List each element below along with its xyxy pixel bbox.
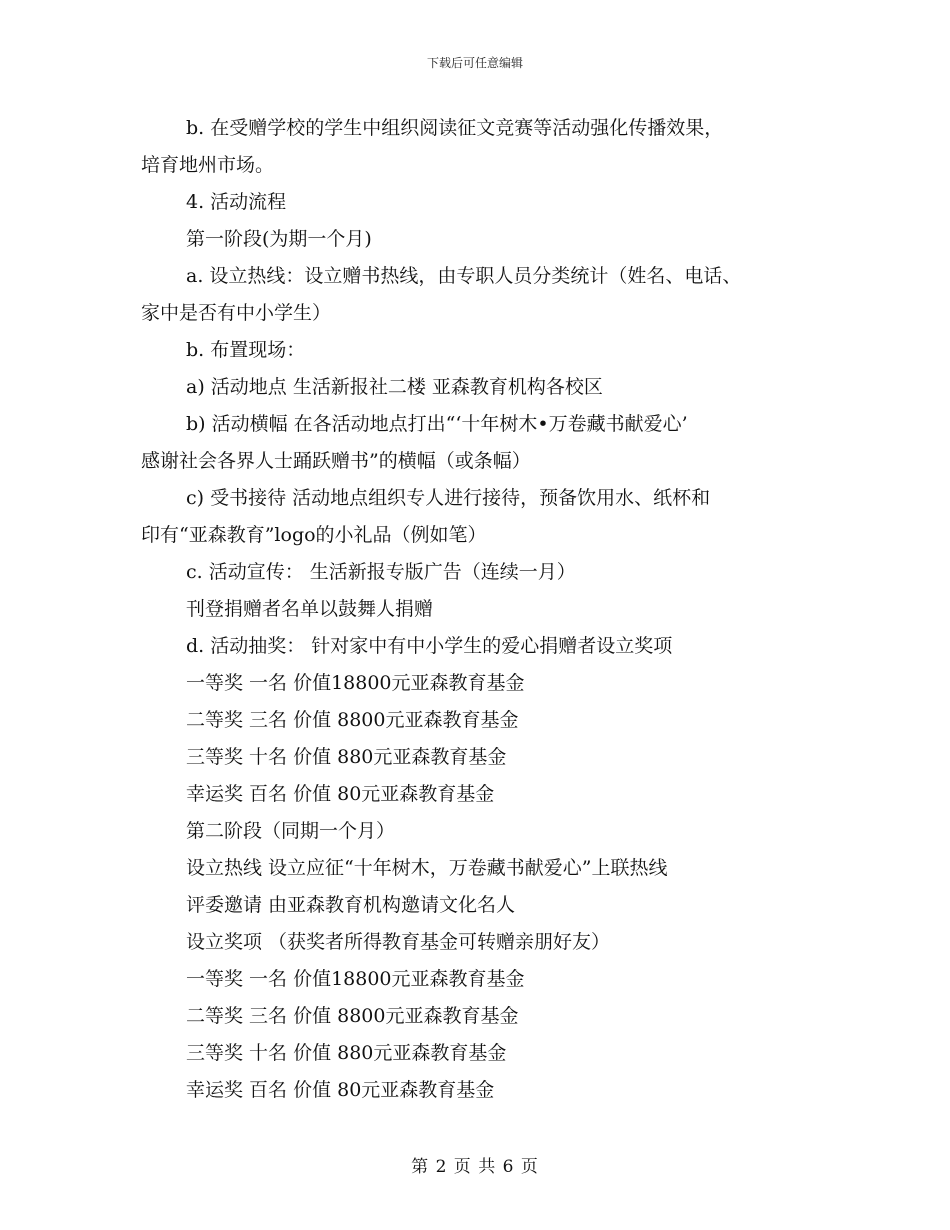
prize-line: 幸运奖 百名 价值 80元亚森教育基金 — [186, 783, 495, 805]
paragraph-line: 评委邀请 由亚森教育机构邀请文化名人 — [186, 894, 516, 916]
paragraph-line: 刊登捐赠者名单以鼓舞人捐赠 — [186, 598, 434, 620]
prize-line: 幸运奖 百名 价值 80元亚森教育基金 — [186, 1079, 495, 1101]
prize-line: 一等奖 一名 价值18800元亚森教育基金 — [186, 968, 525, 990]
page-number-footer: 第 2 页 共 6 页 — [411, 1157, 539, 1177]
paragraph-line: 设立热线 设立应征“十年树木，万卷藏书献爱心”上联热线 — [186, 857, 668, 879]
paragraph-line: a) 活动地点 生活新报社二楼 亚森教育机构各校区 — [186, 376, 603, 398]
prize-line: 一等奖 一名 价值18800元亚森教育基金 — [186, 672, 525, 694]
paragraph-line: b. 在受赠学校的学生中组织阅读征文竞赛等活动强化传播效果， — [186, 117, 724, 139]
phase-heading: 第一阶段(为期一个月) — [186, 228, 372, 250]
prize-line: 三等奖 十名 价值 880元亚森教育基金 — [186, 746, 507, 768]
paragraph-line: 印有“亚森教育”logo的小礼品（例如笔） — [141, 524, 487, 546]
paragraph-line: c) 受书接待 活动地点组织专人进行接待，预备饮用水、纸杯和 — [186, 487, 711, 509]
prize-line: 二等奖 三名 价值 8800元亚森教育基金 — [186, 709, 519, 731]
prize-line: 二等奖 三名 价值 8800元亚森教育基金 — [186, 1005, 519, 1027]
phase-heading: 第二阶段（同期一个月） — [186, 820, 396, 842]
paragraph-line: c. 活动宣传： 生活新报专版广告（连续一月） — [186, 561, 576, 583]
paragraph-line: 家中是否有中小学生） — [141, 302, 332, 324]
document-body — [141, 110, 831, 1109]
paragraph-line: 设立奖项 （获奖者所得教育基金可转赠亲朋好友） — [186, 931, 611, 953]
page-header-note: 下载后可任意编辑 — [426, 56, 523, 70]
paragraph-line: b) 活动横幅 在各活动地点打出“‘十年树木•万卷藏书献爱心’ — [186, 413, 688, 435]
paragraph-line: b. 布置现场： — [186, 339, 306, 361]
paragraph-line: 感谢社会各界人士踊跃赠书”的横幅（或条幅） — [141, 450, 531, 472]
paragraph-line: a. 设立热线：设立赠书热线，由专职人员分类统计（姓名、电话、 — [186, 265, 742, 287]
paragraph-line: 培育地州市场。 — [141, 154, 275, 176]
paragraph-line: d. 活动抽奖： 针对家中有中小学生的爱心捐赠者设立奖项 — [186, 635, 673, 657]
section-heading: 4. 活动流程 — [186, 191, 287, 213]
prize-line: 三等奖 十名 价值 880元亚森教育基金 — [186, 1042, 507, 1064]
